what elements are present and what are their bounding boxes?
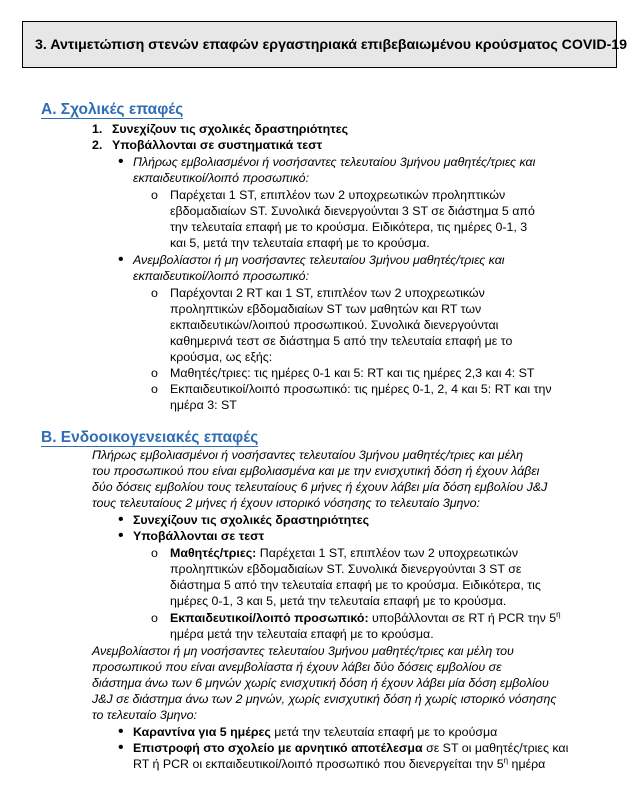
sub-bullet-rest: υποβάλλονται σε RT ή PCR την 5 (368, 611, 557, 625)
bullet-rest: μετά την τελευταία επαφή με το κρούσμα (270, 725, 498, 739)
bullet-bold: Επιστροφή στο σχολείο με αρνητικό αποτέλεσμα (133, 741, 423, 755)
bullet-marker: • (118, 723, 124, 740)
bullet-rest: σε ST οι μαθητές/τριες και (422, 741, 569, 755)
sub-bullet-text: διάστημα 5 από την τελευταία επαφή με το κρούσμα. Ειδικότερα, τις (170, 578, 541, 592)
list-number: 1. (92, 122, 103, 136)
list-item: Υποβάλλονται σε συστηματικά τεστ (112, 138, 323, 152)
bullet-text: Υποβάλλονται σε τεστ (133, 529, 265, 543)
sub-bullet-text (170, 610, 561, 626)
list-number: 2. (92, 138, 103, 152)
sub-bullet-text: Εκπαιδευτικοί/λοιπό προσωπικό: τις ημέρες 0-1, 2, 4 και 5: RT και την (170, 382, 552, 396)
paragraph-line: δύο δόσεις εμβολίου τους τελευταίους 6 μήνες ή έχουν λάβει μία δόση εμβολίου J&J (92, 480, 548, 494)
bullet-bold: Καραντίνα για 5 ημέρες (133, 725, 271, 739)
sub-bullet-bold: Εκπαιδευτικοί/λοιπό προσωπικό: (170, 611, 369, 625)
bullet-marker: • (118, 511, 124, 528)
bullet-text: Ανεμβολίαστοι ή μη νοσήσαντες τελευταίου 3μήνου μαθητές/τριες και (133, 253, 505, 267)
sub-bullet-marker: o (151, 546, 158, 560)
paragraph-line: προσωπικού που είναι ανεμβολίαστα ή έχουν λάβει δύο δόσεις εμβολίου σε (92, 660, 502, 674)
sub-bullet-text: ημέρες 0-1, 3 και 5, μετά την τελευταία επαφή με το κρούσμα. (170, 594, 507, 608)
page-title: 3. Αντιμετώπιση στενών επαφών εργαστηριακά επιβεβαιωμένου κρούσματος COVID-19 (35, 36, 628, 53)
sub-bullet-text: κρούσμα, ως εξής: (170, 350, 273, 364)
header-box (22, 21, 628, 68)
superscript: η (556, 610, 561, 619)
sub-bullet-marker: o (151, 366, 158, 380)
sub-bullet-text: εβδομαδιαίων ST. Συνολικά διενεργούνται 3 ST σε διάστημα 5 από (170, 204, 535, 218)
section-b-title: Β. Ενδοοικογενειακές επαφές (41, 429, 259, 446)
sub-bullet-marker: o (151, 382, 158, 396)
superscript: η (503, 756, 509, 765)
paragraph-line: Ανεμβολίαστοι ή μη νοσήσαντες τελευταίου 3μήνου μαθητές/τριες και μέλη του (92, 644, 514, 658)
sub-bullet-text: Παρέχεται 1 ST, επιπλέον των 2 υποχρεωτικών προληπτικών (170, 188, 506, 202)
sub-bullet-marker: o (151, 611, 158, 625)
sub-bullet-marker: o (151, 188, 158, 202)
bullet-text (133, 740, 568, 756)
sub-bullet-text: Παρέχονται 2 RT και 1 ST, επιπλέον των 2 υποχρεωτικών (170, 286, 485, 300)
bullet-text: Πλήρως εμβολιασμένοι ή νοσήσαντες τελευταίου 3μήνου μαθητές/τριες και (133, 155, 536, 169)
sub-bullet-text: Μαθητές/τριες: τις ημέρες 0-1 και 5: RT και τις ημέρες 2,3 και 4: ST (170, 366, 535, 380)
bullet-line-end: ημέρα (508, 757, 546, 771)
sub-bullet-text: προληπτικών εβδομαδιαίων ST. Συνολικά διενεργούνται 3 ST σε (170, 562, 522, 576)
paragraph-line: τους τελευταίους 2 μήνες ή έχουν ιστορικό νόσησης το τελευταίο 3μηνο: (92, 496, 480, 510)
bullet-text (133, 756, 545, 772)
paragraph-line: του προσωπικού που είναι εμβολιασμένα και με την ενισχυτική δόση ή έχουν λάβει (92, 464, 540, 478)
bullet-marker: • (118, 527, 124, 544)
bullet-line: RT ή PCR οι εκπαιδευτικοί/λοιπό προσωπικό που διενεργείται την 5 (133, 757, 504, 771)
section-a-title: Α. Σχολικές επαφές (41, 101, 184, 118)
sub-bullet-text: ημέρα 3: ST (170, 398, 237, 412)
sub-bullet-text: εκπαιδευτικών/λοιπού προσωπικού. Συνολικά διενεργούνται (170, 318, 499, 332)
paragraph-line: το τελευταίο 3μηνο: (92, 708, 197, 722)
sub-bullet-text (170, 545, 518, 561)
list-item: Συνεχίζουν τις σχολικές δραστηριότητες (112, 122, 349, 136)
sub-bullet-text: προληπτικών εβδομαδιαίων ST των μαθητών και RT των (170, 302, 482, 316)
bullet-text (133, 724, 497, 740)
bullet-text: εκπαιδευτικοί/λοιπό προσωπικό: (133, 171, 310, 185)
paragraph-line: Πλήρως εμβολιασμένοι ή νοσήσαντες τελευταίου 3μήνου μαθητές/τριες και μέλη (92, 448, 523, 462)
bullet-marker: • (118, 251, 124, 268)
sub-bullet-text: ημέρα μετά την τελευταία επαφή με το κρούσμα. (170, 627, 434, 641)
bullet-marker: • (118, 739, 124, 756)
paragraph-line: J&J σε διάστημα άνω των 2 μηνών, χωρίς ενισχυτική δόση ή χωρίς ιστορικό νόσησης (92, 692, 557, 706)
bullet-text: Συνεχίζουν τις σχολικές δραστηριότητες (133, 513, 370, 527)
sub-bullet-rest: Παρέχεται 1 ST, επιπλέον των 2 υποχρεωτικών (256, 546, 519, 560)
sub-bullet-text: την τελευταία επαφή με το κρούσμα. Ειδικότερα, τις ημέρες 0-1, 3 (170, 220, 528, 234)
sub-bullet-text: καθημερινά τεστ σε διάστημα 5 από την τελευταία επαφή με το (170, 334, 513, 348)
bullet-marker: • (118, 153, 124, 170)
sub-bullet-text: και 5, μετά την τελευταία επαφή με το κρούσμα. (170, 236, 430, 250)
sub-bullet-marker: o (151, 286, 158, 300)
sub-bullet-bold: Μαθητές/τριες: (170, 546, 257, 560)
paragraph-line: διάστημα άνω των 6 μηνών χωρίς ενισχυτική δόση ή έχουν λάβει μία δόση εμβολίου (92, 676, 549, 690)
bullet-text: εκπαιδευτικοί/λοιπό προσωπικό: (133, 269, 310, 283)
